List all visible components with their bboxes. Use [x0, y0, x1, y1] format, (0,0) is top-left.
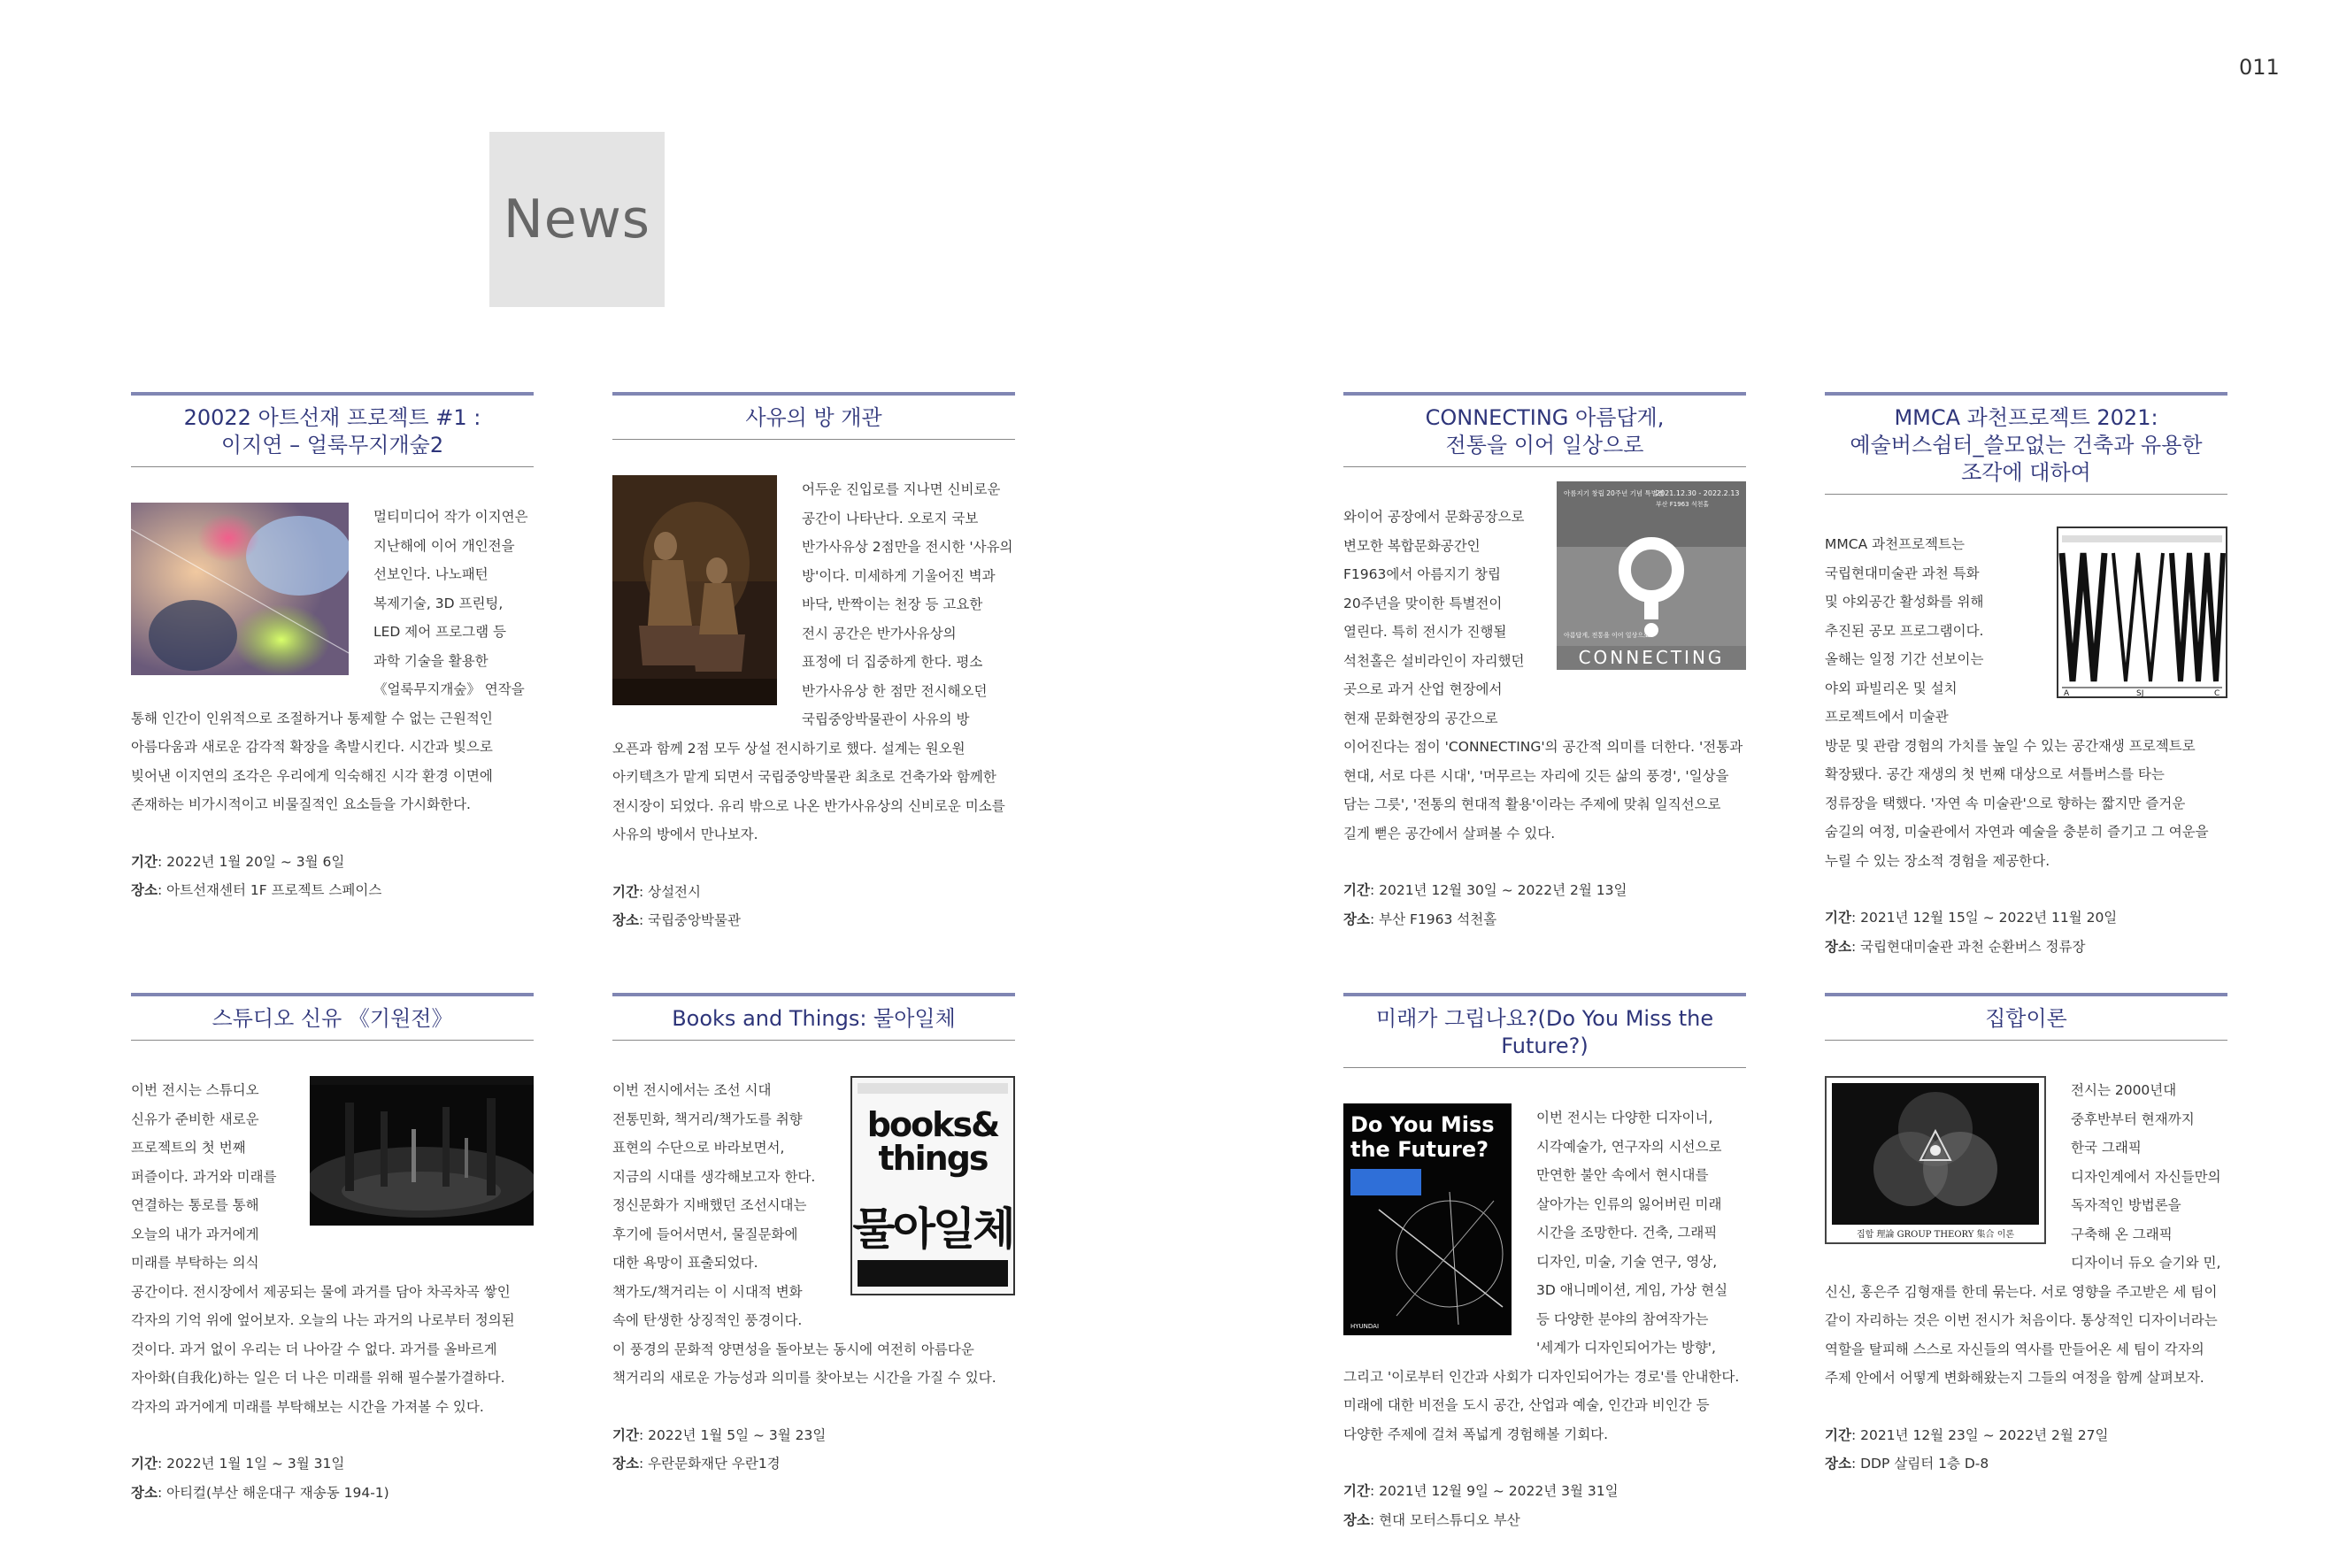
article-card — [1343, 993, 1746, 1534]
article-image — [1825, 1076, 2046, 1244]
article-meta: 기간: 2022년 1월 1일 ~ 3월 31일 장소: 아티컬(부산 해운대구 재송동 194-1) — [131, 1456, 389, 1501]
article-meta: 기간: 2022년 1월 5일 ~ 3월 23일 장소: 우란문화재단 우란1경 — [612, 1426, 827, 1472]
article-card — [612, 993, 1015, 1479]
article-image — [2057, 527, 2227, 698]
page-number: 011 — [2239, 55, 2280, 80]
article-image — [131, 503, 349, 675]
poster-letter: SJ — [2136, 689, 2144, 698]
poster-top-left: 아름지기 창립 20주년 기념 특별전 — [1564, 489, 1665, 497]
article-title: CONNECTING 아름답게, 전통을 이어 일상으로 — [1343, 392, 1746, 467]
article-body: books& things 물아일체 이번 전시에서는 조선 시대 전통민화, 책거리/책가도를 취향 표현의 수단으로 바라보면서, 지금의 시대를 생각해보고자 한다. 정신문화가 지배했던 조선시대는 후기에 들어서면서, 물질문화에 대한 욕망이 표출되었다. 책가도/책거리는 이 시대적 변화 속에 탄생한 상징적인 풍경이다. 이 풍경의 문화적 양면성을 돌아보는 동시에 여전히 아름다운 책거리의 새로운 가능성과 의미를 찾아보는 시간을 가질 수 있다. — [612, 1076, 1015, 1393]
article-meta: 기간: 상설전시 장소: 국립중앙박물관 — [612, 883, 741, 928]
article-card — [1825, 993, 2227, 1479]
article-title: 집합이론 — [1825, 993, 2227, 1041]
article-body: 멀티미디어 작가 이지연은 지난해에 이어 개인전을 선보인다. 나노패턴 복제기술, 3D 프린팅, LED 제어 프로그램 등 과학 기술을 활용한 《얼룩무지개숲》 연작을 통해 인간이 인위적으로 조절하거나 통제할 수 없는 근원적인 아름다움과 새로운 감각적 확장을 촉발시킨다. 시간과 빛으로 빚어낸 이지연의 조각은 우리에게 익숙해진 시각 환경 이면에 존재하는 비가시적이고 비물질적인 요소들을 가시화한다. — [131, 503, 534, 819]
article-image — [612, 475, 777, 705]
article-image — [850, 1076, 1015, 1295]
poster-brand: HYUNDAI — [1350, 1323, 1380, 1330]
poster-letter: C — [2214, 689, 2220, 698]
article-card — [612, 392, 1015, 935]
article-meta: 기간: 2021년 12월 9일 ~ 2022년 3월 31일 장소: 현대 모터스튜디오 부산 — [1343, 1483, 1619, 1528]
article-title: MMCA 과천프로젝트 2021: 예술버스쉼터_쓸모없는 건축과 유용한 조각에 대하여 — [1825, 392, 2227, 495]
poster-line2: things — [878, 1139, 988, 1178]
article-body: Do You Miss the Future? HYUNDAI 이번 전시는 다양한 디자이너, 시각예술가, 연구자의 시선으로 만연한 불안 속에서 현시대를 살아가는 인류의 잃어버린 미래 시간을 조망한다. 건축, 그래픽 디자인, 미술, 기술 연구, 영상, 3D 애니메이션, 게임, 가상 현실 등 다양한 분야의 참여작가는 '세계가 디자인되어가는 방향', 그리고 '이로부터 인간과 사회가 디자인되어가는 경로'를 안내한다. 미래에 대한 비전을 도시 공간, 산업과 예술, 인간과 비인간 등 다양한 주제에 걸쳐 폭넓게 경험해볼 기회다. — [1343, 1103, 1746, 1449]
poster-mid-left: 아름답게, 전통을 이어 일상으로 — [1564, 632, 1650, 639]
article-card — [131, 993, 534, 1507]
poster-letter: A — [2064, 689, 2070, 698]
poster-headline: the Future? — [1350, 1137, 1489, 1162]
article-title: 미래가 그립나요?(Do You Miss the Future?) — [1343, 993, 1746, 1068]
poster-line1: books& — [866, 1105, 999, 1144]
poster-headline: Do You Miss — [1350, 1112, 1495, 1137]
poster-word: CONNECTING — [1578, 647, 1725, 668]
article-meta: 기간: 2022년 1월 20일 ~ 3월 6일 장소: 아트선재센터 1F 프로젝트 스페이스 — [131, 853, 382, 898]
article-body: 아름지기 창립 20주년 기념 특별전 2021.12.30 - 2022.2.13 부산 F1963 석천홀 아름답게, 전통을 이어 일상으로 CONNECTING 와이어 공장에서 문화공장으로 변모한 복합문화공간인 F1963에서 아름지기 창립 20주년을 맞이한 특별전이 열린다. 특히 전시가 진행될 석천홀은 설비라인이 자리했던 곳으로 과거 산업 현장에서 현재 문화현장의 공간으로 이어진다는 점이 'CONNECTING'의 공간적 의미를 더한다. '전통과 현대, 서로 다른 시대', '머무르는 자리에 깃든 삶의 풍경', '일상을 담는 그릇', '전통의 현대적 활용'이라는 주제에 맞춰 일직선으로 길게 뻗은 공간에서 살펴볼 수 있다. — [1343, 503, 1746, 848]
article-title: Books and Things: 물아일체 — [612, 993, 1015, 1041]
poster-big: 물아일체 — [852, 1203, 1013, 1255]
article-body: A SJ C MMCA 과천프로젝트는 국립현대미술관 과천 특화 및 야외공간 활성화를 위해 추진된 공모 프로그램이다. 올해는 일정 기간 선보이는 야외 파빌리온 및 설치 프로젝트에서 미술관 방문 및 관람 경험의 가치를 높일 수 있는 공간재생 프로젝트로 확장됐다. 공간 재생의 첫 번째 대상으로 셔틀버스를 타는 정류장을 택했다. '자연 속 미술관'으로 향하는 짧지만 즐거운 숨길의 여정, 미술관에서 자연과 예술을 충분히 즐기고 그 여운을 누릴 수 있는 장소적 경험을 제공한다. — [1825, 530, 2227, 875]
article-card — [1343, 392, 1746, 934]
section-label: News — [503, 188, 651, 250]
article-meta: 기간: 2021년 12월 15일 ~ 2022년 11월 20일 장소: 국립현대미술관 과천 순환버스 정류장 — [1825, 910, 2118, 955]
article-image — [310, 1076, 534, 1226]
poster-top-right-sub: 부산 F1963 석천홀 — [1656, 501, 1710, 508]
article-title: 사유의 방 개관 — [612, 392, 1015, 440]
article-image — [1557, 481, 1746, 670]
article-body: 어두운 진입로를 지나면 신비로운 공간이 나타난다. 오로지 국보 반가사유상 2점만을 전시한 '사유의 방'이다. 미세하게 기울어진 벽과 바닥, 반짝이는 천장 등 고요한 전시 공간은 반가사유상의 표정에 더 집중하게 한다. 평소 반가사유상 한 점만 전시해오던 국립중앙박물관이 사유의 방 오픈과 함께 2점 모두 상설 전시하기로 했다. 설계는 원오원 아키텍츠가 맡게 되면서 국립중앙박물관 최초로 건축가와 함께한 전시장이 되었다. 유리 밖으로 나온 반가사유상의 신비로운 미소를 사유의 방에서 만나보자. — [612, 475, 1015, 849]
article-card — [1825, 392, 2227, 961]
article-title: 20022 아트선재 프로젝트 #1 : 이지연 – 얼룩무지개숲2 — [131, 392, 534, 467]
article-body: 집합 理論 GROUP THEORY 集合 이론 전시는 2000년대 중후반부터 현재까지 한국 그래픽 디자인계에서 자신들만의 독자적인 방법론을 구축해 온 그래픽 디자이너 듀오 슬기와 민, 신신, 홍은주 김형재를 한데 묶는다. 서로 영향을 주고받은 세 팀이 같이 자리하는 것은 이번 전시가 처음이다. 통상적인 디자이너라는 역할을 탈피해 스스로 자신들의 역사를 만들어온 세 팀이 각자의 주제 안에서 어떻게 변화해왔는지 그들의 여정을 함께 살펴보자. — [1825, 1076, 2227, 1393]
article-body: 이번 전시는 스튜디오 신유가 준비한 새로운 프로젝트의 첫 번째 퍼즐이다. 과거와 미래를 연결하는 통로를 통해 오늘의 내가 과거에게 미래를 부탁하는 의식 공간이다. 전시장에서 제공되는 물에 과거를 담아 차곡차곡 쌓인 각자의 기억 위에 엎어보자. 오늘의 나는 과거의 나로부터 정의된 것이다. 과거 없이 우리는 더 나아갈 수 없다. 과거를 올바르게 자아화(自我化)하는 일은 더 나은 미래를 위해 필수불가결하다. 각자의 과거에게 미래를 부탁해보는 시간을 가져볼 수 있다. — [131, 1076, 534, 1421]
article-meta: 기간: 2021년 12월 23일 ~ 2022년 2월 27일 장소: DDP 살림터 1층 D-8 — [1825, 1426, 2109, 1472]
poster-top-right: 2021.12.30 - 2022.2.13 — [1656, 489, 1740, 497]
article-meta: 기간: 2021년 12월 30일 ~ 2022년 2월 13일 장소: 부산 F1963 석천홀 — [1343, 882, 1627, 927]
section-label-box — [489, 132, 665, 307]
article-card — [131, 392, 534, 905]
article-image — [1343, 1103, 1512, 1335]
article-title: 스튜디오 신유 《기원전》 — [131, 993, 534, 1041]
poster-caption: 집합 理論 GROUP THEORY 集合 이론 — [1856, 1230, 2015, 1240]
